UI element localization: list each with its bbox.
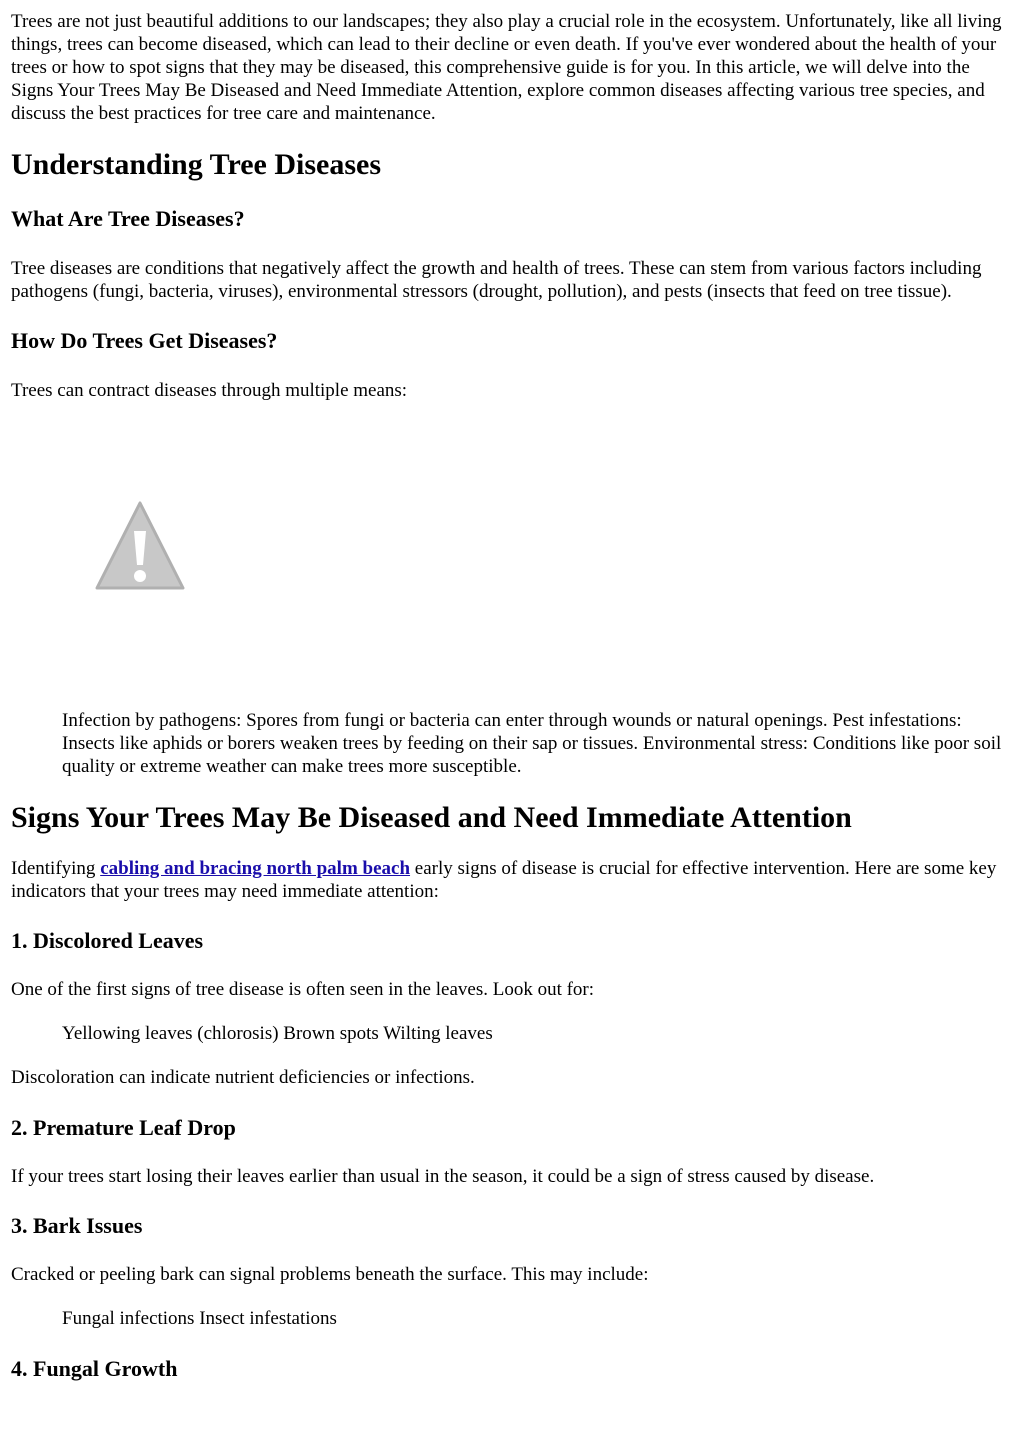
signs-intro-after: early signs of disease is crucial for effective intervention. Here are some key indicators that your trees may need immediate attention: (11, 858, 997, 902)
broken-image (11, 402, 1012, 698)
subheading-fungal-growth: 4. Fungal Growth (11, 1356, 178, 1381)
how-paragraph: Trees can contract diseases through multiple means: (11, 380, 408, 401)
subheading-what-are-tree-diseases: What Are Tree Diseases? (11, 206, 245, 231)
what-paragraph: Tree diseases are conditions that negatively affect the growth and health of trees. These can stem from various factors including pathogens (fungi, bacteria, viruses), environmental stressors (drought, pollution), and pests (insects that feed on tree tissue). (11, 258, 982, 302)
subheading-discolored-leaves: 1. Discolored Leaves (11, 928, 204, 953)
discolored-leaves-list: Yellowing leaves (chlorosis) Brown spots Wilting leaves (62, 1023, 493, 1044)
premature-leaf-drop-paragraph: If your trees start losing their leaves earlier than usual in the season, it could be a sign of stress caused by disease. (11, 1166, 875, 1187)
signs-intro-paragraph (11, 857, 1012, 903)
bark-issues-list: Fungal infections Insect infestations (62, 1308, 337, 1329)
subheading-bark-issues: 3. Bark Issues (11, 1213, 143, 1238)
signs-intro-before: Identifying (11, 858, 101, 879)
subheading-how-do-trees-get-diseases: How Do Trees Get Diseases? (11, 328, 278, 353)
how-list: Infection by pathogens: Spores from fungi or bacteria can enter through wounds or natural openings. Pest infestations: Insects like aphids or borers weaken trees by feeding on their sap or tissues. Environmental stress: Conditions like poor soil quality or extreme weather can make trees more susceptible. (62, 710, 1002, 777)
discolored-leaves-after: Discoloration can indicate nutrient deficiencies or infections. (11, 1067, 475, 1088)
article (0, 10, 1024, 1382)
bark-issues-paragraph: Cracked or peeling bark can signal problems beneath the surface. This may include: (11, 1264, 649, 1285)
section-heading-signs: Signs Your Trees May Be Diseased and Need Immediate Attention (11, 801, 852, 834)
discolored-leaves-paragraph: One of the first signs of tree disease is often seen in the leaves. Look out for: (11, 979, 595, 1000)
subheading-premature-leaf-drop: 2. Premature Leaf Drop (11, 1115, 236, 1140)
section-heading-understanding: Understanding Tree Diseases (11, 148, 382, 181)
broken-image-warning-icon (91, 497, 189, 595)
cabling-bracing-link[interactable]: cabling and bracing north palm beach (100, 858, 411, 879)
intro-paragraph: Trees are not just beautiful additions to our landscapes; they also play a crucial role in the ecosystem. Unfortunately, like all living things, trees can become diseased, which can lead to their decline or even death. If you've ever wondered about the health of your trees or how to spot signs that they may be diseased, this comprehensive guide is for you. In this article, we will delve into the Signs Your Trees May Be Diseased and Need Immediate Attention, explore common diseases affecting various tree species, and discuss the best practices for tree care and maintenance. (11, 11, 1002, 124)
